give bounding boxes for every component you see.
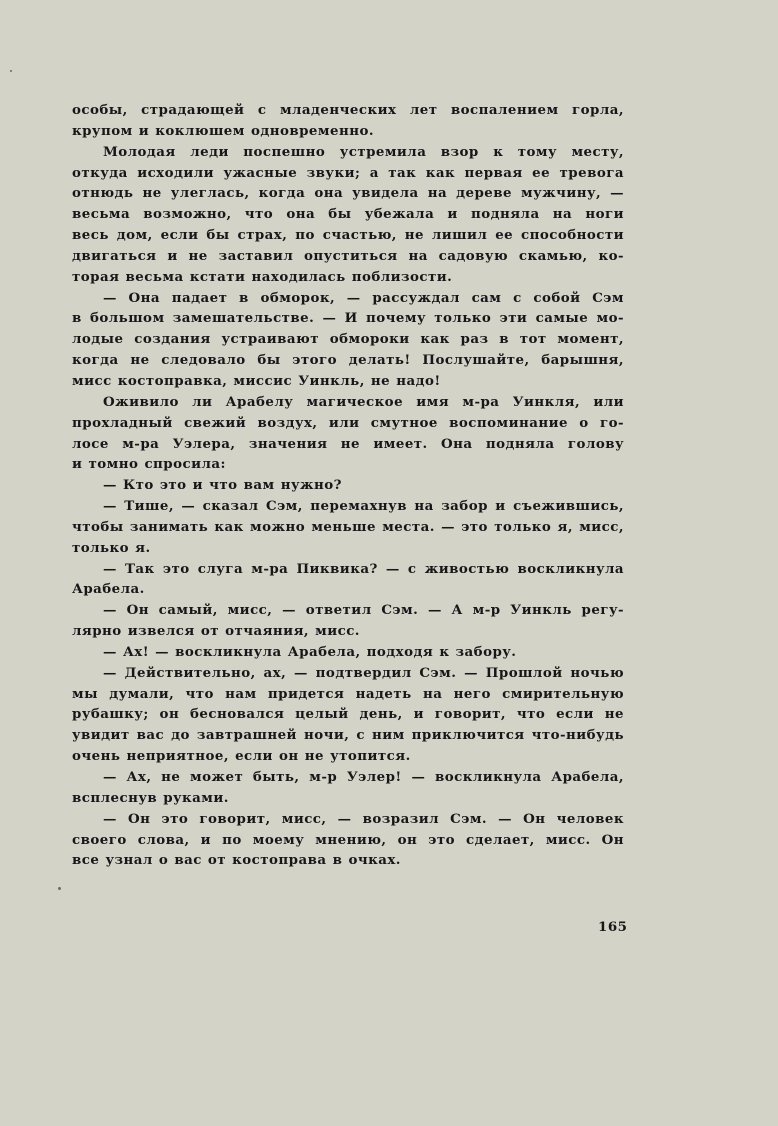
text-line: торая весьма кстати находилась поблизости. [72, 268, 453, 285]
text-line: лодые создания устраивают обмороки как раз в тот момент, [72, 331, 624, 348]
text-line: все узнал о вас от костоправа в очках. [72, 852, 401, 869]
text-line: — Ах! — воскликнула Арабела, подходя к забору. [103, 643, 517, 660]
page-number: 165 [598, 919, 628, 935]
text-line: — Ах, не может быть, м-р Уэлер! — воскликнула Арабела, [103, 769, 624, 785]
text-line: всплеснув руками. [72, 789, 229, 806]
text-line: чтобы занимать как можно меньше места. — это только я, мисс, [72, 518, 624, 535]
text-line: — Действительно, ах, — подтвердил Сэм. — Прошлой ночью [103, 664, 624, 681]
text-line: когда не следовало бы этого делать! Послушайте, барышня, [72, 352, 624, 369]
text-line: — Тише, — сказал Сэм, перемахнув на забор и съежившись, [103, 498, 624, 515]
text-line: отнюдь не улеглась, когда она увидела на дереве мужчину, — [72, 185, 624, 202]
text-line: откуда исходили ужасные звуки; а так как первая ее тревога [72, 164, 624, 181]
text-line: крупом и коклюшем одновременно. [72, 122, 374, 139]
text-line: прохладный свежий воздух, или смутное воспоминание о го- [72, 414, 624, 431]
text-line: Оживило ли Арабелу магическое имя м-ра Уинкля, или [103, 393, 624, 410]
text-line: весь дом, если бы страх, по счастью, не лишил ее способности [72, 227, 624, 244]
text-line: увидит вас до завтрашней ночи, с ним приключится что-нибудь [72, 727, 624, 744]
text-line: особы, страдающей с младенческих лет воспалением горла, [72, 102, 624, 118]
text-line: — Он самый, мисс, — ответил Сэм. — А м-р Уинкль регу- [103, 602, 624, 619]
page-text [72, 100, 624, 871]
text-line: — Он это говорит, мисс, — возразил Сэм. — Он человек [103, 810, 624, 827]
text-line: своего слова, и по моему мнению, он это сделает, мисс. Он [72, 831, 624, 848]
text-line: весьма возможно, что она бы убежала и подняла на ноги [72, 206, 624, 223]
text-line: рубашку; он бесновался целый день, и говорит, что если не [72, 706, 624, 723]
text-line: в большом замешательстве. — И почему только эти самые мо- [72, 310, 624, 327]
text-line: очень неприятное, если он не утопится. [72, 748, 411, 765]
text-line: и томно спросила: [72, 456, 226, 473]
text-line: двигаться и не заставил опуститься на садовую скамью, ко- [72, 247, 624, 264]
text-line: лосе м-ра Уэлера, значения не имеет. Она подняла голову [72, 435, 624, 452]
paper-speck [58, 887, 61, 890]
text-line: — Она падает в обморок, — рассуждал сам с собой Сэм [103, 289, 624, 306]
text-line: только я. [72, 539, 151, 556]
text-line: лярно извелся от отчаяния, мисс. [72, 623, 360, 640]
text-line: мы думали, что нам придется надеть на него смирительную [72, 685, 624, 702]
text-line: Молодая леди поспешно устремила взор к тому месту, [103, 143, 624, 160]
text-line: мисс костоправка, миссис Уинкль, не надо! [72, 372, 441, 389]
text-line: Арабела. [72, 581, 145, 598]
text-line: — Так это слуга м-ра Пиквика? — с живостью воскликнула [103, 560, 624, 577]
text-line: — Кто это и что вам нужно? [103, 477, 342, 494]
paper-speck [10, 70, 12, 72]
